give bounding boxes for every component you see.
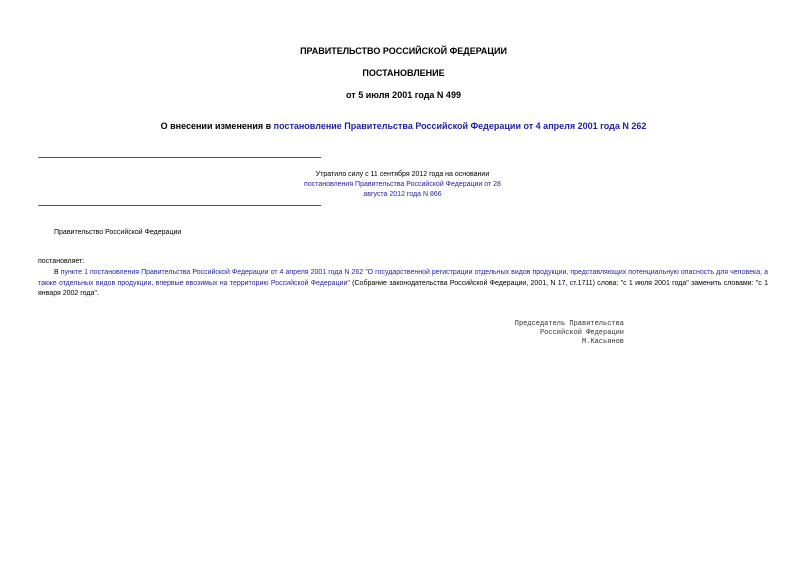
signature-name: М.Касьянов [581, 338, 624, 346]
repealing-decree-link[interactable]: постановления Правительства Российской Федерации от 28 августа 2012 года N 866 [304, 181, 501, 198]
divider-top [38, 157, 321, 158]
divider-bottom [38, 205, 321, 206]
decrees-word: постановляет: [38, 258, 85, 265]
para-rest: (Собрание законодательства Российской Федерации, 2001, N 17, ст.1711) слова: "с 1 июля 2001 года" заменить словами: "с 1 января 2002 года". [38, 279, 769, 297]
document-title [0, 121, 807, 132]
para-prefix: В [54, 269, 61, 276]
document-date-number: от 5 июля 2001 года N 499 [346, 90, 461, 100]
amended-decree-link[interactable]: постановление Правительства Российской Федерации от 4 апреля 2001 года N 262 [273, 121, 647, 131]
document-type: ПОСТАНОВЛЕНИЕ [362, 68, 445, 78]
government-heading: ПРАВИТЕЛЬСТВО РОССИЙСКОЙ ФЕДЕРАЦИИ [300, 46, 507, 56]
signature-title-1: Председатель Правительства [514, 320, 624, 328]
signature-title-2: Российской Федерации [539, 329, 624, 337]
clause-link[interactable]: пункте 1 постановления Правительства Российской Федерации от 4 апреля 2001 года N 262 "О государственной регистрации отдельных видов продукции, представляющих потенциальную опасность для человека, а также отдельных видов продукции, впервые ввозимых на территорию Российской Федерации" [38, 269, 768, 287]
title-prefix: О внесении изменения в [160, 121, 274, 131]
issuing-body: Правительство Российской Федерации [54, 229, 182, 236]
signature-block [515, 320, 624, 347]
repeal-note-text: Утратило силу с 11 сентября 2012 года на основании [315, 171, 490, 178]
amendment-paragraph [38, 268, 768, 300]
repeal-note [200, 170, 605, 200]
